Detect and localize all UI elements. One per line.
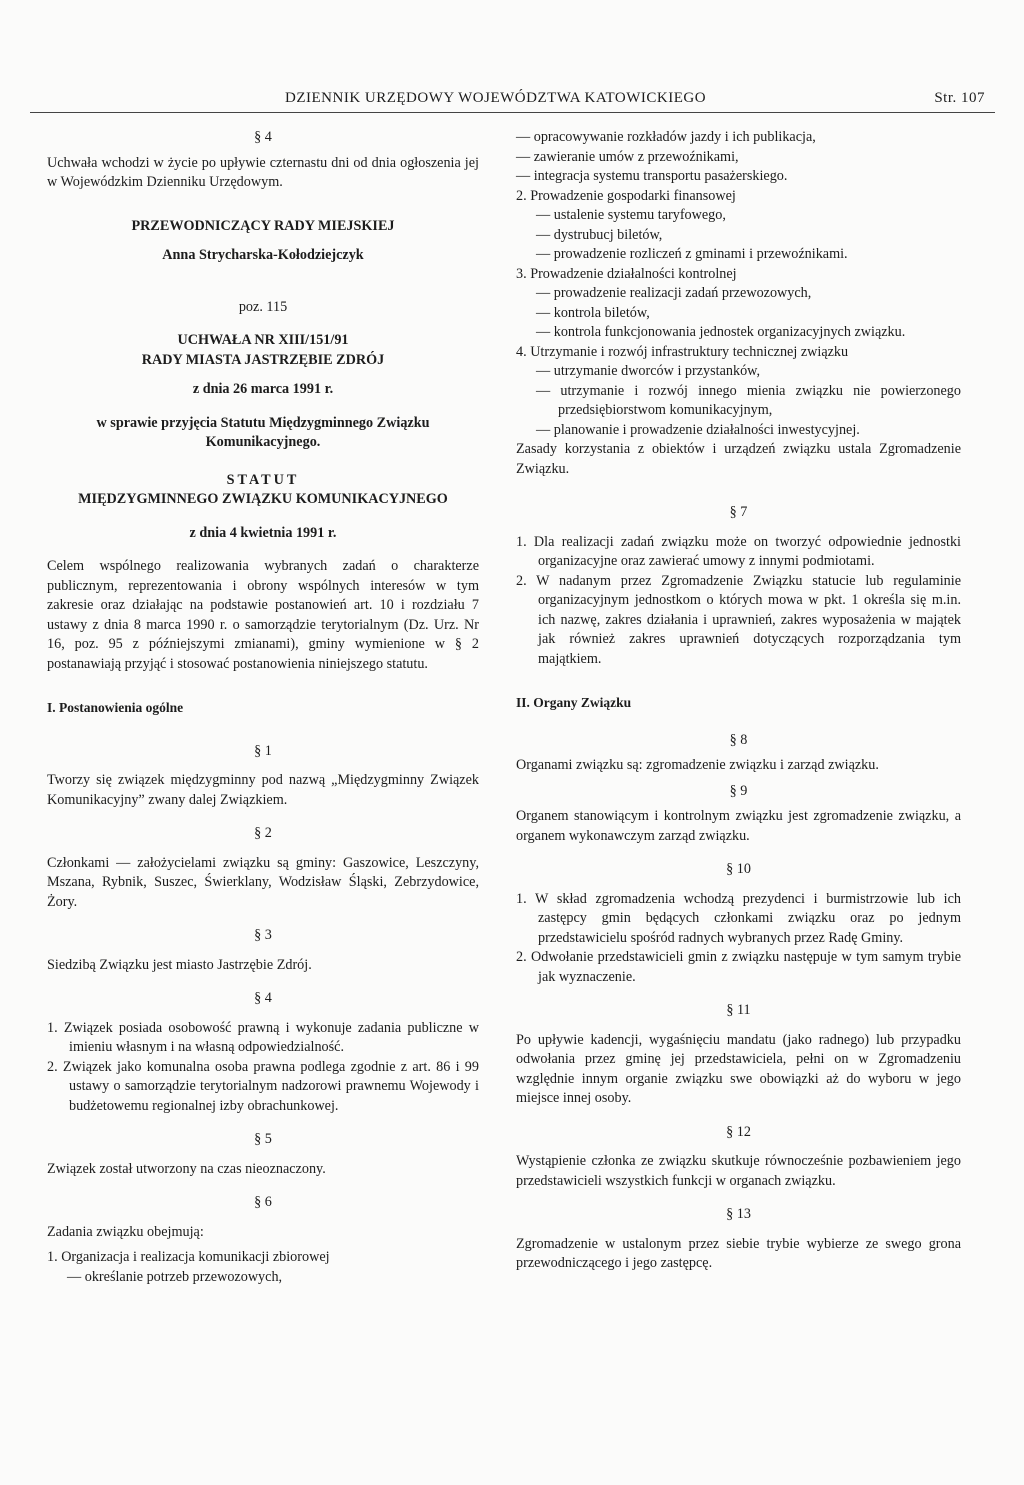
dash-item: — planowanie i prowadzenie działalności inwestycyjnej. xyxy=(536,421,860,438)
section-heading: § 8 xyxy=(729,731,748,748)
paragraph: Siedzibą Związku jest miasto Jastrzębie Zdrój. xyxy=(47,956,312,973)
dash-item: — kontrola biletów, xyxy=(536,304,650,321)
dash-item: — dystrubucj biletów, xyxy=(536,226,663,243)
paragraph: Organem stanowiącym i kontrolnym związku jest zgromadzenie związku, a organem wykonawczym zarząd związku. xyxy=(516,808,961,844)
section-heading: § 12 xyxy=(726,1123,751,1140)
resolution-subject: w sprawie przyjęcia Statutu Międzygminnego Związku Komunikacyjnego. xyxy=(96,414,430,450)
dash-item: — ustalenie systemu taryfowego, xyxy=(536,207,726,223)
section-heading: § 4 xyxy=(254,129,272,145)
section-heading: § 2 xyxy=(254,825,272,841)
statute-title: STATUT xyxy=(226,471,300,488)
paragraph: Uchwała wchodzi w życie po upływie czternastu dni od dnia ogłoszenia jej w Wojewódzkim Dzienniku Urzędowym. xyxy=(47,154,479,190)
section-heading: § 9 xyxy=(729,782,748,799)
statute-date: z dnia 4 kwietnia 1991 r. xyxy=(189,524,337,541)
paragraph: Tworzy się związek międzygminny pod nazwą „Międzygminny Związek Komunikacyjny” zwany dalej Związkiem. xyxy=(47,772,479,808)
page-header xyxy=(30,90,995,113)
section-heading: § 5 xyxy=(254,1131,272,1147)
paragraph: Organami związku są: zgromadzenie związku i zarząd związku. xyxy=(516,757,879,773)
page-number: Str. 107 xyxy=(934,90,985,106)
position-number: poz. 115 xyxy=(238,298,288,315)
list-item: 1. W skład zgromadzenia wchodzą prezydenci i burmistrzowie lub ich zastępcy gmin będących członkami związku oraz po jednym przedstawicielu spośród radnych wybranych przez Radę Gminy. xyxy=(516,890,961,946)
list-item: 1. Organizacja i realizacja komunikacji zbiorowej xyxy=(47,1249,330,1265)
preamble: Celem wspólnego realizowania wybranych zadań o charakterze publicznym, reprezentowania i obrony wspólnych interesów w tym zakresie oraz działając na podstawie postanowień art. 10 i rozdziału 7 ustawy z dnia 8 marca 1990 r. o samorządzie terytorialnym (Dz. Urz. Nr 16, poz. 95 z późniejszymi zmianami), gminy wymienione w § 2 postanawiają przyjąć i stosować postanowienia niniejszego statutu. xyxy=(47,558,479,672)
statute-name: MIĘDZYGMINNEGO ZWIĄZKU KOMUNIKACYJNEGO xyxy=(78,491,448,507)
resolution-number: UCHWAŁA NR XIII/151/91 xyxy=(177,332,349,348)
list-item: 1. Dla realizacji zadań związku może on tworzyć odpowiednie jednostki organizacyjne oraz zawierać umowy z innymi podmiotami. xyxy=(516,533,961,569)
dash-item: — opracowywanie rozkładów jazdy i ich publikacja, xyxy=(516,129,816,145)
section-heading: § 4 xyxy=(254,990,272,1006)
dash-item: — prowadzenie rozliczeń z gminami i przewoźnikami. xyxy=(536,246,848,262)
council-name: RADY MIASTA JASTRZĘBIE ZDRÓJ xyxy=(141,351,385,368)
chair-name: Anna Strycharska-Kołodziejczyk xyxy=(162,247,364,263)
dash-item: — zawieranie umów z przewoźnikami, xyxy=(516,148,739,165)
section-heading: § 3 xyxy=(254,927,272,943)
right-column xyxy=(516,128,961,1274)
paragraph: Zadania związku obejmują: xyxy=(47,1223,204,1240)
paragraph: Zasady korzystania z obiektów i urządzeń związku ustala Zgromadzenie Związku. xyxy=(516,441,961,477)
paragraph: Związek został utworzony na czas nieoznaczony. xyxy=(47,1160,326,1177)
chapter-heading: II. Organy Związku xyxy=(516,695,632,710)
section-heading: § 10 xyxy=(726,861,751,877)
list-item: 4. Utrzymanie i rozwój infrastruktury technicznej związku xyxy=(516,343,849,360)
left-column xyxy=(47,128,479,1287)
list-item: 2. Związek jako komunalna osoba prawna podlega zgodnie z art. 86 i 99 ustawy o samorządzie terytorialnym nadzorowi prawnemu Wojewody i budżetowemu regionalnej izby obrachunkowej. xyxy=(47,1058,479,1114)
list-item: 1. Związek posiada osobowość prawną i wykonuje zadania publiczne w imieniu własnym i na własną odpowiedzialność. xyxy=(47,1019,479,1055)
paragraph: Po upływie kadencji, wygaśnięciu mandatu (jako radnego) lub przypadku odwołania przez gminę jej przedstawiciela, pełni on w Zgromadzeniu względnie innym organie związku swe obowiązki aż do wyboru w jego miejsce innej osoby. xyxy=(516,1031,961,1106)
list-item: 2. Odwołanie przedstawicieli gmin z związku następuje w tym samym trybie jak wyznaczenie. xyxy=(516,949,961,985)
section-heading: § 7 xyxy=(729,504,748,520)
dash-item: — kontrola funkcjonowania jednostek organizacyjnych związku. xyxy=(536,324,906,340)
list-item: 2. Prowadzenie gospodarki finansowej xyxy=(516,187,736,204)
paragraph: Członkami — założycielami związku są gminy: Gaszowice, Leszczyny, Mszana, Rybnik, Suszec, Świerklany, Wodzisław Śląski, Zebrzydowice, Żory. xyxy=(47,854,479,910)
section-heading: § 11 xyxy=(726,1002,751,1018)
dash-item: — utrzymanie dworców i przystanków, xyxy=(536,363,761,379)
dash-item: — określanie potrzeb przewozowych, xyxy=(67,1268,283,1285)
dash-item: — integracja systemu transportu pasażerskiego. xyxy=(516,168,788,184)
section-heading: § 6 xyxy=(254,1194,272,1210)
journal-title: DZIENNIK URZĘDOWY WOJEWÓDZTWA KATOWICKIEGO xyxy=(285,90,707,106)
section-heading: § 1 xyxy=(254,742,272,759)
list-item: 3. Prowadzenie działalności kontrolnej xyxy=(516,265,737,282)
paragraph: Zgromadzenie w ustalonym przez siebie trybie wybierze ze swego grona przewodniczącego i jego zastępcę. xyxy=(516,1235,961,1271)
resolution-date: z dnia 26 marca 1991 r. xyxy=(192,381,334,397)
paragraph: Wystąpienie członka ze związku skutkuje równocześnie pozbawieniem jego przedstawicieli wszystkich funkcji w organach związku. xyxy=(516,1153,961,1189)
dash-item: — prowadzenie realizacji zadań przewozowych, xyxy=(536,285,812,301)
list-item: 2. W nadanym przez Zgromadzenie Związku statucie lub regulaminie organizacyjnym jednostkom o których mowa w pkt. 1 określa się m.in. ich nazwę, zakres działania i uprawnień, zakres wyposażenia w majątek jak również zakres uprawnień dotyczących rozporządzania tym majątkiem. xyxy=(516,572,961,667)
chair-title: PRZEWODNICZĄCY RADY MIEJSKIEJ xyxy=(131,217,395,234)
section-heading: § 13 xyxy=(726,1206,751,1222)
chapter-heading: I. Postanowienia ogólne xyxy=(47,700,184,715)
dash-item: — utrzymanie i rozwój innego mienia związku nie powierzonego przedsiębiorstwom komunikacyjnym, xyxy=(536,382,961,418)
